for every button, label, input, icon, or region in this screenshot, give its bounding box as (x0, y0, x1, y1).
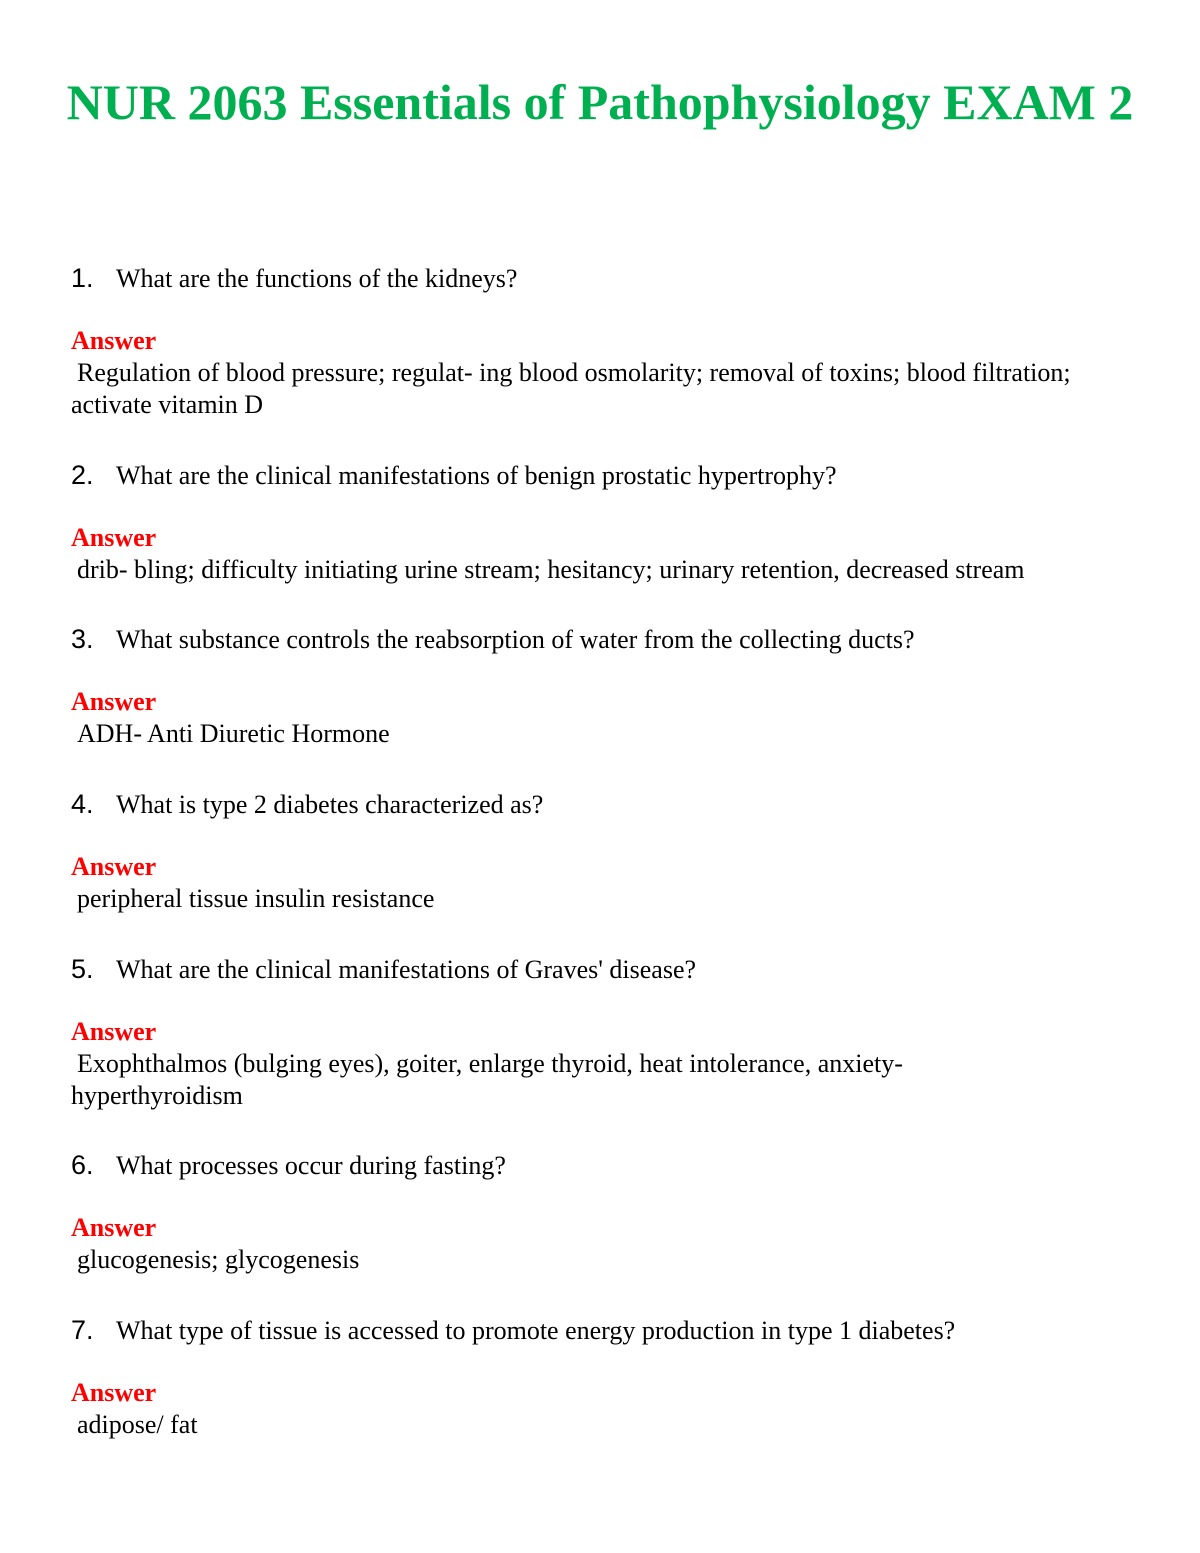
question-text: What are the functions of the kidneys? (116, 264, 518, 293)
answer-text: drib- bling; difficulty initiating urine stream; hesitancy; urinary retention, decreased stream (77, 555, 1025, 584)
answer-label: Answer (71, 326, 157, 355)
question-text: What processes occur during fasting? (116, 1151, 506, 1180)
question-number: 2. (71, 460, 94, 490)
answer-text (71, 357, 1151, 421)
question (71, 623, 1151, 656)
answer-text: adipose/ fat (77, 1410, 198, 1439)
qa-item-7 (71, 1314, 1151, 1441)
answer-text: peripheral tissue insulin resistance (77, 884, 435, 913)
answer-text-content: Exophthalmos (bulging eyes), goiter, enlarge thyroid, heat intolerance, anxiety- hyperthyroidism (71, 1049, 903, 1110)
answer-label: Answer (71, 687, 157, 716)
question-text: What type of tissue is accessed to promote energy production in type 1 diabetes? (116, 1316, 956, 1345)
qa-item-5 (71, 953, 1151, 1112)
question (71, 788, 1151, 821)
qa-item-4 (71, 788, 1151, 915)
qa-item-2 (71, 459, 1151, 586)
answer-text: ADH- Anti Diuretic Hormone (77, 719, 390, 748)
qa-item-6 (71, 1149, 1151, 1276)
question-number: 3. (71, 624, 94, 654)
question (71, 953, 1151, 986)
question (71, 262, 1151, 295)
question-number: 4. (71, 789, 94, 819)
qa-item-3 (71, 623, 1151, 750)
question-number: 5. (71, 954, 94, 984)
qa-item-1 (71, 262, 1151, 421)
question-text: What is type 2 diabetes characterized as? (116, 790, 544, 819)
answer-label: Answer (71, 1213, 157, 1242)
question (71, 459, 1151, 492)
answer-label: Answer (71, 523, 157, 552)
question-number: 7. (71, 1315, 94, 1345)
answer-text (71, 1048, 951, 1112)
question-number: 1. (71, 263, 94, 293)
answer-label: Answer (71, 852, 157, 881)
document-title: NUR 2063 Essentials of Pathophysiology EXAM 2 (66, 74, 1134, 130)
question (71, 1149, 1151, 1182)
question-text: What are the clinical manifestations of benign prostatic hypertrophy? (116, 461, 837, 490)
answer-text-content: Regulation of blood pressure; regulat- ing blood osmolarity; removal of toxins; blood filtration; activate vitamin D (71, 358, 1071, 419)
answer-label: Answer (71, 1017, 157, 1046)
answer-text: glucogenesis; glycogenesis (77, 1245, 360, 1274)
question (71, 1314, 1151, 1347)
answer-label: Answer (71, 1378, 157, 1407)
question-text: What substance controls the reabsorption of water from the collecting ducts? (116, 625, 915, 654)
question-text: What are the clinical manifestations of Graves' disease? (116, 955, 697, 984)
question-number: 6. (71, 1150, 94, 1180)
